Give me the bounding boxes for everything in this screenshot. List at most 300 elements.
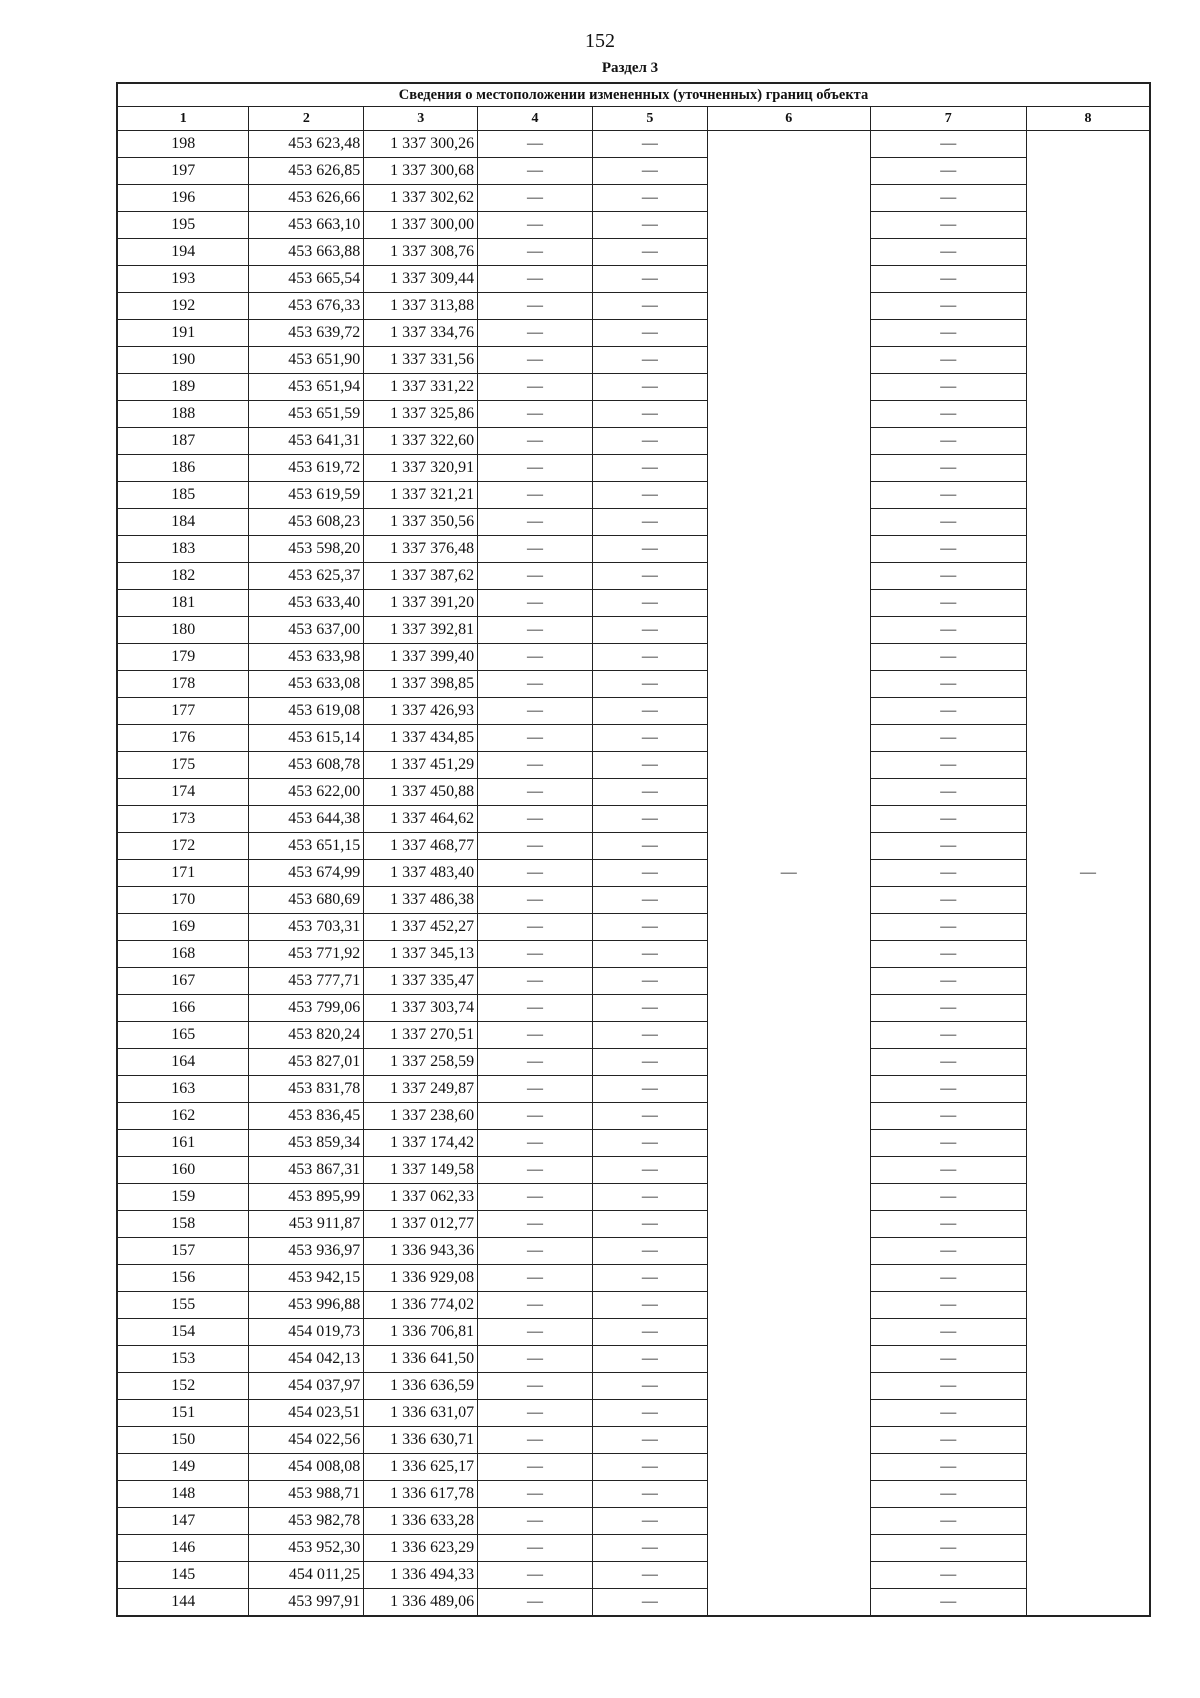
col7-dash: — [870,995,1026,1022]
table-row [117,1427,1150,1454]
col7-dash: — [870,374,1026,401]
col5-dash: — [592,266,707,293]
col4-dash: — [478,1184,593,1211]
point-number: 197 [117,158,249,185]
table-row [117,617,1150,644]
col5-dash: — [592,401,707,428]
point-number: 160 [117,1157,249,1184]
coordinate-y: 1 337 149,58 [364,1157,478,1184]
col4-dash: — [478,833,593,860]
coordinate-y: 1 337 451,29 [364,752,478,779]
col4-dash: — [478,1265,593,1292]
coordinate-x: 453 598,20 [249,536,364,563]
coordinate-x: 453 895,99 [249,1184,364,1211]
col4-dash: — [478,1157,593,1184]
col5-dash: — [592,995,707,1022]
point-number: 194 [117,239,249,266]
col4-dash: — [478,806,593,833]
point-number: 196 [117,185,249,212]
coordinate-x: 453 651,15 [249,833,364,860]
col5-dash: — [592,1535,707,1562]
col5-dash: — [592,887,707,914]
col7-dash: — [870,563,1026,590]
col5-dash: — [592,131,707,158]
coordinate-y: 1 337 313,88 [364,293,478,320]
coordinate-x: 453 831,78 [249,1076,364,1103]
col4-dash: — [478,968,593,995]
column-header-6: 6 [707,107,870,131]
col5-dash: — [592,293,707,320]
col4-dash: — [478,1103,593,1130]
coordinate-y: 1 337 012,77 [364,1211,478,1238]
coordinate-y: 1 336 943,36 [364,1238,478,1265]
point-number: 151 [117,1400,249,1427]
col7-dash: — [870,536,1026,563]
coordinate-y: 1 336 494,33 [364,1562,478,1589]
point-number: 174 [117,779,249,806]
column-header-2: 2 [249,107,364,131]
col4-dash: — [478,1481,593,1508]
col5-dash: — [592,1184,707,1211]
coordinate-y: 1 336 706,81 [364,1319,478,1346]
point-number: 176 [117,725,249,752]
point-number: 165 [117,1022,249,1049]
table-row [117,860,1150,887]
col5-dash: — [592,158,707,185]
col7-dash: — [870,1292,1026,1319]
col5-dash: — [592,1211,707,1238]
col4-dash: — [478,752,593,779]
point-number: 190 [117,347,249,374]
coordinate-x: 453 623,48 [249,131,364,158]
point-number: 146 [117,1535,249,1562]
coordinate-y: 1 336 641,50 [364,1346,478,1373]
coordinate-y: 1 337 392,81 [364,617,478,644]
coordinate-x: 453 936,97 [249,1238,364,1265]
col7-dash: — [870,509,1026,536]
table-row [117,1049,1150,1076]
col7-dash: — [870,293,1026,320]
col7-dash: — [870,1427,1026,1454]
col7-dash: — [870,401,1026,428]
col7-dash: — [870,1076,1026,1103]
coordinate-y: 1 337 320,91 [364,455,478,482]
coordinate-y: 1 337 309,44 [364,266,478,293]
table-row [117,1103,1150,1130]
table-row [117,887,1150,914]
col5-dash: — [592,374,707,401]
table-row [117,752,1150,779]
col5-dash: — [592,509,707,536]
coordinate-y: 1 337 300,26 [364,131,478,158]
coordinate-y: 1 337 238,60 [364,1103,478,1130]
table-row [117,914,1150,941]
col7-dash: — [870,239,1026,266]
coordinate-y: 1 337 258,59 [364,1049,478,1076]
table-row [117,455,1150,482]
coordinate-y: 1 337 350,56 [364,509,478,536]
col7-dash: — [870,1049,1026,1076]
coordinate-x: 453 665,54 [249,266,364,293]
col7-dash: — [870,1562,1026,1589]
col7-dash: — [870,968,1026,995]
table-row [117,563,1150,590]
point-number: 177 [117,698,249,725]
table-row [117,1265,1150,1292]
col7-dash: — [870,1238,1026,1265]
col7-dash: — [870,941,1026,968]
point-number: 192 [117,293,249,320]
coordinate-y: 1 336 625,17 [364,1454,478,1481]
coordinate-y: 1 337 483,40 [364,860,478,887]
col4-dash: — [478,1319,593,1346]
coordinate-x: 453 996,88 [249,1292,364,1319]
coordinate-y: 1 336 774,02 [364,1292,478,1319]
col7-dash: — [870,806,1026,833]
column-header-7: 7 [870,107,1026,131]
col4-dash: — [478,158,593,185]
col7-dash: — [870,752,1026,779]
col5-dash: — [592,428,707,455]
coordinate-x: 453 625,37 [249,563,364,590]
table-row [117,590,1150,617]
col4-dash: — [478,1508,593,1535]
point-number: 178 [117,671,249,698]
col4-dash: — [478,1292,593,1319]
point-number: 188 [117,401,249,428]
coordinate-x: 453 674,99 [249,860,364,887]
point-number: 149 [117,1454,249,1481]
table-row [117,374,1150,401]
table-row [117,941,1150,968]
col4-dash: — [478,995,593,1022]
coordinate-x: 454 019,73 [249,1319,364,1346]
column-header-4: 4 [478,107,593,131]
coordinate-x: 453 799,06 [249,995,364,1022]
coordinate-y: 1 336 630,71 [364,1427,478,1454]
coordinate-y: 1 337 331,22 [364,374,478,401]
coordinate-x: 453 608,23 [249,509,364,536]
point-number: 154 [117,1319,249,1346]
col5-dash: — [592,1130,707,1157]
coordinate-x: 453 836,45 [249,1103,364,1130]
point-number: 184 [117,509,249,536]
col4-dash: — [478,1076,593,1103]
coordinate-y: 1 337 399,40 [364,644,478,671]
coordinate-y: 1 337 300,68 [364,158,478,185]
col4-dash: — [478,1238,593,1265]
point-number: 179 [117,644,249,671]
col4-dash: — [478,509,593,536]
column-header-8: 8 [1026,107,1150,131]
table-row [117,509,1150,536]
table-row [117,536,1150,563]
coordinate-x: 453 911,87 [249,1211,364,1238]
coordinate-x: 453 676,33 [249,293,364,320]
col4-dash: — [478,347,593,374]
col4-dash: — [478,185,593,212]
table-row [117,806,1150,833]
coordinate-x: 453 622,00 [249,779,364,806]
col4-dash: — [478,1373,593,1400]
col5-dash: — [592,1589,707,1617]
point-number: 158 [117,1211,249,1238]
col5-dash: — [592,914,707,941]
point-number: 198 [117,131,249,158]
col7-dash: — [870,860,1026,887]
col4-dash: — [478,536,593,563]
col5-dash: — [592,1238,707,1265]
column-header-3: 3 [364,107,478,131]
col7-dash: — [870,212,1026,239]
col4-dash: — [478,725,593,752]
col7-dash: — [870,1346,1026,1373]
coordinate-y: 1 336 489,06 [364,1589,478,1617]
col7-dash: — [870,1589,1026,1617]
col7-dash: — [870,1265,1026,1292]
point-number: 153 [117,1346,249,1373]
col7-dash: — [870,1022,1026,1049]
point-number: 185 [117,482,249,509]
point-number: 193 [117,266,249,293]
col7-dash: — [870,1130,1026,1157]
boundary-coordinates-table [116,82,1151,1617]
col5-dash: — [592,482,707,509]
col5-dash: — [592,941,707,968]
table-row [117,1400,1150,1427]
point-number: 195 [117,212,249,239]
coordinate-y: 1 337 308,76 [364,239,478,266]
col5-dash: — [592,1103,707,1130]
coordinate-x: 453 997,91 [249,1589,364,1617]
coordinate-x: 453 663,88 [249,239,364,266]
col7-dash: — [870,1373,1026,1400]
coordinate-y: 1 337 387,62 [364,563,478,590]
col5-dash: — [592,698,707,725]
col7-dash: — [870,1157,1026,1184]
point-number: 163 [117,1076,249,1103]
col5-dash: — [592,239,707,266]
col7-dash: — [870,1454,1026,1481]
table-row [117,158,1150,185]
col7-dash: — [870,617,1026,644]
table-row [117,1076,1150,1103]
point-number: 156 [117,1265,249,1292]
table-row [117,212,1150,239]
point-number: 175 [117,752,249,779]
col4-dash: — [478,131,593,158]
coordinate-y: 1 337 391,20 [364,590,478,617]
col5-dash: — [592,347,707,374]
col4-dash: — [478,266,593,293]
coordinate-x: 453 608,78 [249,752,364,779]
col4-dash: — [478,1535,593,1562]
table-row [117,482,1150,509]
col5-dash: — [592,1346,707,1373]
col5-dash: — [592,536,707,563]
table-row [117,1022,1150,1049]
coordinate-y: 1 337 450,88 [364,779,478,806]
coordinate-x: 453 827,01 [249,1049,364,1076]
point-number: 170 [117,887,249,914]
table-row [117,725,1150,752]
table-row [117,833,1150,860]
coordinate-y: 1 337 334,76 [364,320,478,347]
col4-dash: — [478,1400,593,1427]
coordinate-y: 1 337 302,62 [364,185,478,212]
col7-dash: — [870,1184,1026,1211]
col7-dash: — [870,779,1026,806]
col4-dash: — [478,941,593,968]
table-row [117,185,1150,212]
table-row [117,995,1150,1022]
table-row [117,1130,1150,1157]
col4-dash: — [478,617,593,644]
table-row [117,1157,1150,1184]
col7-dash: — [870,671,1026,698]
column-header-5: 5 [592,107,707,131]
col7-dash: — [870,347,1026,374]
coordinate-y: 1 337 321,21 [364,482,478,509]
point-number: 183 [117,536,249,563]
col7-dash: — [870,1508,1026,1535]
table-caption: Сведения о местоположении измененных (уточненных) границ объекта [117,83,1150,107]
col7-dash: — [870,482,1026,509]
col7-dash: — [870,725,1026,752]
point-number: 162 [117,1103,249,1130]
col7-dash: — [870,1211,1026,1238]
col4-dash: — [478,1454,593,1481]
point-number: 147 [117,1508,249,1535]
col7-dash: — [870,698,1026,725]
col5-dash: — [592,1319,707,1346]
coordinate-y: 1 337 303,74 [364,995,478,1022]
col4-dash: — [478,860,593,887]
col7-dash: — [870,590,1026,617]
coordinate-x: 453 651,59 [249,401,364,428]
coordinate-x: 453 820,24 [249,1022,364,1049]
col4-dash: — [478,455,593,482]
col5-dash: — [592,1562,707,1589]
coordinate-x: 453 651,90 [249,347,364,374]
coordinate-y: 1 337 174,42 [364,1130,478,1157]
coordinate-x: 453 619,59 [249,482,364,509]
coordinate-x: 453 633,08 [249,671,364,698]
point-number: 161 [117,1130,249,1157]
table-row [117,1319,1150,1346]
coordinate-x: 453 626,66 [249,185,364,212]
col4-dash: — [478,1589,593,1617]
table-row [117,698,1150,725]
col5-dash: — [592,671,707,698]
coordinate-x: 453 771,92 [249,941,364,968]
coordinate-x: 453 633,40 [249,590,364,617]
point-number: 181 [117,590,249,617]
coordinate-x: 453 641,31 [249,428,364,455]
coordinate-x: 454 011,25 [249,1562,364,1589]
point-number: 148 [117,1481,249,1508]
col8-merged-dash: — [1026,131,1150,1617]
col5-dash: — [592,1265,707,1292]
point-number: 191 [117,320,249,347]
col4-dash: — [478,590,593,617]
coordinate-x: 453 639,72 [249,320,364,347]
col4-dash: — [478,401,593,428]
col5-dash: — [592,1076,707,1103]
table-row [117,1184,1150,1211]
col5-dash: — [592,725,707,752]
col7-dash: — [870,158,1026,185]
table-body [117,131,1150,1617]
coordinate-y: 1 337 300,00 [364,212,478,239]
col5-dash: — [592,1508,707,1535]
coordinate-x: 453 680,69 [249,887,364,914]
table-row [117,1535,1150,1562]
table-row [117,1238,1150,1265]
col4-dash: — [478,1427,593,1454]
col5-dash: — [592,833,707,860]
point-number: 171 [117,860,249,887]
col5-dash: — [592,1373,707,1400]
col7-dash: — [870,1319,1026,1346]
col7-dash: — [870,1535,1026,1562]
col5-dash: — [592,590,707,617]
point-number: 152 [117,1373,249,1400]
col5-dash: — [592,455,707,482]
point-number: 155 [117,1292,249,1319]
coordinate-y: 1 337 335,47 [364,968,478,995]
coordinate-x: 453 615,14 [249,725,364,752]
point-number: 145 [117,1562,249,1589]
col7-dash: — [870,1103,1026,1130]
col5-dash: — [592,1049,707,1076]
col4-dash: — [478,1049,593,1076]
table-row [117,1589,1150,1617]
coordinate-x: 453 867,31 [249,1157,364,1184]
col5-dash: — [592,806,707,833]
point-number: 169 [117,914,249,941]
column-header-1: 1 [117,107,249,131]
coordinate-y: 1 336 929,08 [364,1265,478,1292]
col7-dash: — [870,320,1026,347]
coordinate-y: 1 337 398,85 [364,671,478,698]
coordinate-x: 454 037,97 [249,1373,364,1400]
coordinate-x: 453 637,00 [249,617,364,644]
table-row [117,1346,1150,1373]
coordinate-y: 1 336 623,29 [364,1535,478,1562]
col5-dash: — [592,617,707,644]
col4-dash: — [478,1346,593,1373]
point-number: 168 [117,941,249,968]
point-number: 164 [117,1049,249,1076]
col7-dash: — [870,185,1026,212]
coordinate-y: 1 336 636,59 [364,1373,478,1400]
col7-dash: — [870,1481,1026,1508]
col5-dash: — [592,644,707,671]
table-row [117,968,1150,995]
coordinate-y: 1 337 486,38 [364,887,478,914]
coordinate-y: 1 337 452,27 [364,914,478,941]
col5-dash: — [592,1427,707,1454]
coordinate-y: 1 337 426,93 [364,698,478,725]
table-row [117,239,1150,266]
table-row [117,671,1150,698]
point-number: 173 [117,806,249,833]
coordinate-x: 453 619,72 [249,455,364,482]
coordinate-x: 453 952,30 [249,1535,364,1562]
coordinate-y: 1 337 249,87 [364,1076,478,1103]
point-number: 182 [117,563,249,590]
